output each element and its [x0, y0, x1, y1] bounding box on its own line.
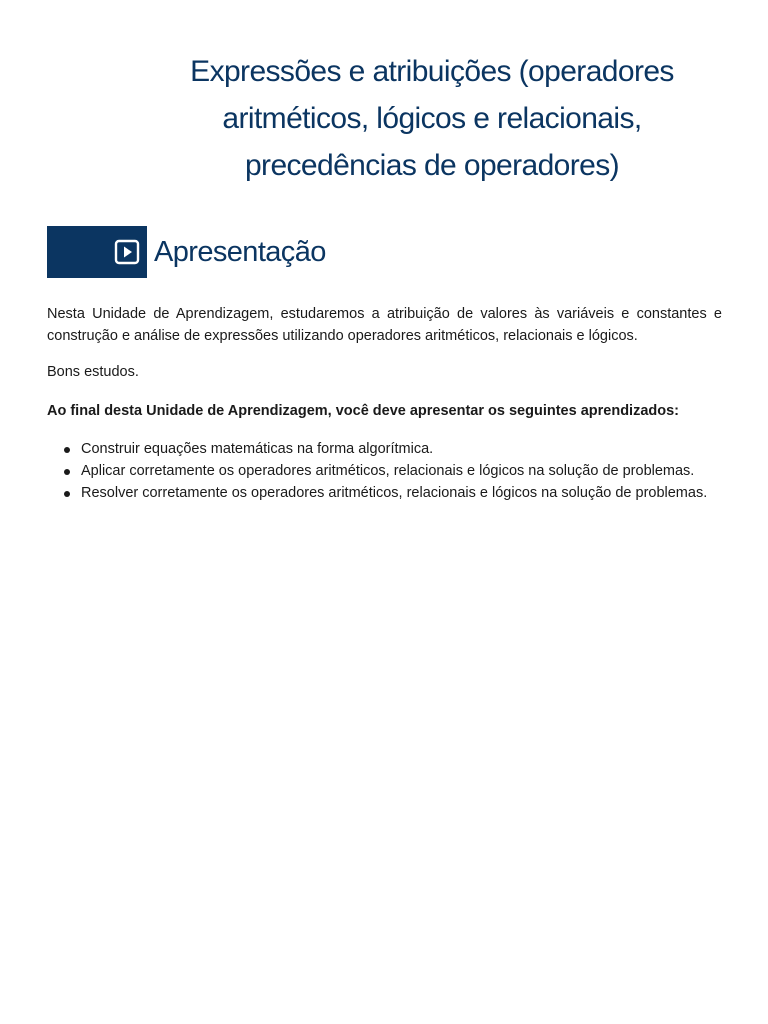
list-item-text: Aplicar corretamente os operadores aritméticos, relacionais e lógicos na solução de problemas.	[81, 463, 695, 479]
section-band	[47, 226, 147, 278]
outcomes-list	[47, 438, 722, 504]
intro-paragraph: Nesta Unidade de Aprendizagem, estudaremos a atribuição de valores às variáveis e constantes e construção e análise de expressões utilizando operadores aritméticos, relacionais e lógicos.	[47, 306, 722, 344]
list-item	[81, 460, 722, 482]
bullet-icon	[64, 469, 70, 475]
list-item-text: Construir equações matemáticas na forma algorítmica.	[81, 441, 434, 457]
closing-paragraph: Bons estudos.	[47, 364, 139, 380]
list-item	[81, 438, 722, 460]
objectives-heading: Ao final desta Unidade de Aprendizagem, você deve apresentar os seguintes aprendizados:	[47, 403, 679, 419]
bullet-icon	[64, 491, 70, 497]
section-header	[47, 226, 326, 278]
section-title: Apresentação	[154, 236, 326, 268]
play-icon	[114, 239, 140, 265]
list-item	[81, 482, 722, 504]
content-body	[47, 303, 722, 504]
bullet-icon	[64, 447, 70, 453]
page-title: Expressões e atribuições (operadores aritméticos, lógicos e relacionais, precedências de operadores)	[190, 55, 674, 182]
list-item-text: Resolver corretamente os operadores aritméticos, relacionais e lógicos na solução de problemas.	[81, 485, 708, 501]
